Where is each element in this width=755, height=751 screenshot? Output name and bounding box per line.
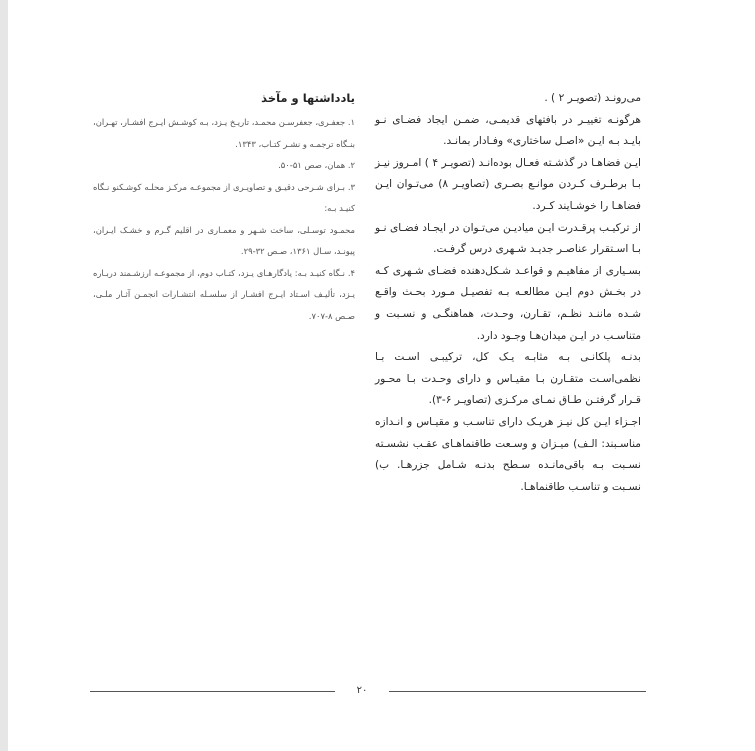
main-paragraph: هرگونـه تغییـر در بافتهای قدیمـی، ضمـن ایجاد فضـای نـو بایـد بـه ایـن «اصـل ساختاری» وفـادار بمانـد. [375,113,641,148]
main-paragraph: ایـن فضاهـا در گذشـته فعـال بوده‌انـد (تصویـر ۴ ) امـروز نیـز بـا برطـرف کـردن موانـع بصـری (تصاویـر ۸) می‌تـوان ایـن فضاهـا را خوشـایند کـرد. [375,156,641,212]
note-item: محمـود توسـلی، ساخت شـهر و معمـاری در اقلیم گـرم و خشـک ایـران، پیونـد، سـال ۱۳۶۱، صـص ۳۲-۲۹. [93,224,355,256]
main-paragraph: از ترکیـب پرقـدرت ایـن میادیـن می‌تـوان در ایجـاد فضـای نـو بـا اسـتقرار عناصـر جدیـد شـهری درس گرفـت. [375,221,641,256]
footer-rule-right [389,691,646,692]
page [8,0,755,751]
note-item: ۳. بـرای شـرحی دقیـق و تصاویـری از مجموعـه مرکـز محلـه کوشـکنو نـگاه کنیـد بـه: [93,181,355,213]
page-number: ۲۰ [356,685,368,696]
note-item: ۱. جعفـری، جعفرسـن محمـد، تاریـخ یـزد، بـه کوشـش ایـرج افشـار، تهـران، بنـگاه ترجمـه و نشـر کتـاب، ۱۳۴۳. [93,117,355,149]
notes-column [93,88,355,327]
main-paragraph: اجـزاء ایـن کل نیـز هریـک دارای تناسـب و مقیـاس و انـدازه مناسـبند: الـف) میـزان و وسـعت طاقنماهـای عقـب نشسـته نسـبت بـه باقی‌مانـده سـطح بدنـه شـامل جزرهـا. ب) نسـبت و تناسـب طاقنماهـا. [375,415,641,493]
note-item: ۲. همان، صص ۵۱-۵۰. [278,160,355,170]
notes-list [93,112,355,327]
main-paragraph: می‌رونـد (تصویـر ۲ ) . [544,92,641,104]
note-item: ۴. نـگاه کنیـد بـه: یادگارهـای یـزد، کتـاب دوم، از مجموعـه ارزشـمند دربـاره یـزد، تألیـف اسـتاد ایـرج افشـار از سلسـله انتشـارات انجمـن آثـار ملـی، صـص ۸-۷۰۷. [93,267,355,321]
main-text-column [375,88,641,498]
page-footer [90,683,646,703]
main-paragraph: بسـیاری از مفاهیـم و قواعـد شـکل‌دهنده فضـای شـهری کـه در بخـش دوم ایـن مطالعـه بـه تفصیـل مـورد بحـث واقـع شـده ماننـد نظـم، تقـارن، وحـدت، هماهنگـی و نسـبت و متناسـب در ایـن میدان‌هـا وجـود دارد. [375,264,641,342]
footer-rule-left [90,691,335,692]
main-paragraph: بدنـه پلکانـی بـه مثابـه یـک کل، ترکیبـی اسـت بـا نظمی‌اسـت متقـارن بـا مقیـاس و دارای وحـدت بـا محـور قـرار گرفتـن طـاق نمـای مرکـزی (تصاویـر ۶-۳). [375,351,641,407]
notes-heading: یادداشتها و مآخذ [261,91,355,105]
